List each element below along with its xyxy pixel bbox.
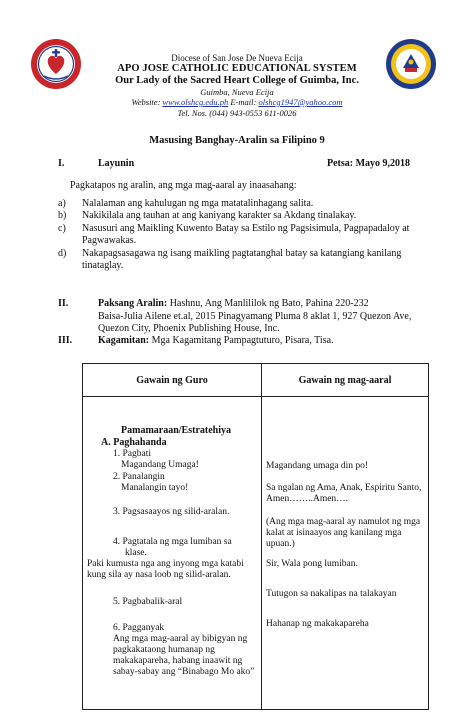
student-response: (Ang mga mag-aaral ay namulot ng mga [266, 517, 421, 527]
teacher-step-detail: makakapareha, habang inaawit ng [113, 656, 243, 666]
college-address: Guimba, Nueva Ecija [200, 87, 274, 97]
section-number-3: III. [58, 335, 73, 346]
student-response: upuan.) [266, 539, 295, 549]
email-link[interactable]: olshcg1947@yahoo.com [258, 97, 343, 107]
student-response: Amen……..Amen…. [266, 494, 349, 504]
procedure-section-title: Pamamaraan/Estratehiya [121, 425, 231, 436]
teacher-step: 5. Pagbabalik-aral [113, 597, 183, 607]
document-title: Masusing Banghay-Aralin sa Filipino 9 [149, 135, 325, 146]
subject-line [98, 298, 369, 310]
teacher-step-detail: klase. [125, 548, 147, 558]
college-name: Our Lady of the Sacred Heart College of Guimba, Inc. [115, 75, 359, 86]
email-label: E-mail: [230, 97, 257, 107]
objective-marker: b) [58, 210, 67, 221]
student-response: Sir, Wala pong lumiban. [266, 559, 358, 569]
teacher-column-header: Gawain ng Guro [83, 364, 262, 397]
student-response: kalat at isinaayos ang kanilang mga [266, 528, 402, 538]
objective-marker: a) [58, 198, 66, 209]
teacher-step-detail: Manalangin tayo! [121, 483, 189, 493]
teacher-step-detail: sabay-sabay ang “Binabago Mo ako” [113, 667, 255, 677]
objective-text: Nakapagsasagawa ng isang maikling pagtatanghal batay sa katangiang kanilang [82, 248, 402, 259]
section-number-2: II. [58, 298, 69, 309]
student-activities-cell [262, 397, 429, 710]
student-response: Hahanap ng makakapareha [266, 619, 369, 629]
section-number-1: I. [58, 158, 65, 169]
objectives-intro: Pagkatapos ng aralin, ang mga mag-aaral ay inaasahang: [70, 180, 297, 191]
student-response: Magandang umaga din po! [266, 461, 369, 471]
website-link[interactable]: www.olshcg.edu.ph [162, 97, 229, 107]
teacher-instruction: kung sila ay nasa loob ng silid-aralan. [87, 570, 231, 580]
section-heading-materials: Kagamitan: [98, 335, 150, 346]
objective-text-continued: Pagwawakas. [82, 235, 137, 246]
teacher-step: 4. Pagtatala ng mga lumiban sa [113, 537, 232, 547]
teacher-step: 2. Panalangin [113, 472, 165, 482]
teacher-step: 3. Pagsasaayos ng silid-aralan. [113, 507, 230, 517]
diocese-line: Diocese of San Jose De Nueva Ecija [171, 53, 303, 63]
student-column-header: Gawain ng mag-aaral [262, 364, 429, 397]
teacher-activities-cell [83, 397, 262, 710]
website-label: Website: [131, 97, 161, 107]
lesson-activities-table [82, 363, 429, 710]
teacher-instruction: Paki kumusta nga ang inyong mga katabi [87, 559, 244, 569]
objective-text: Nasusuri ang Maikling Kuwento Batay sa Estilo ng Pagsisimula, Pagpapadaloy at [82, 223, 410, 234]
teacher-step-detail: pagkakataong humanap ng [113, 645, 215, 655]
teacher-step: 6. Pagganyak [113, 623, 165, 633]
preparation-subtitle: A. Paghahanda [101, 437, 167, 448]
objective-text: Nakikilala ang tauhan at ang kaniyang karakter sa Akdang tinalakay. [82, 210, 357, 221]
lesson-date: Petsa: Mayo 9,2018 [327, 158, 411, 169]
subject-reference: Baisa-Julia Ailene et.al, 2015 Pinagyamang Pluma 8 aklat 1, 927 Quezon Ave, [98, 311, 412, 322]
student-response: Sa ngalan ng Ama, Anak, Espiritu Santo, [266, 483, 422, 493]
objective-marker: d) [58, 248, 67, 259]
student-response: Tutugon sa nakalipas na talakayan [266, 589, 397, 599]
subject-title: Hashnu, Ang Manlililok ng Bato, Pahina 220-232 [169, 298, 369, 309]
teacher-step-detail: Ang mga mag-aaral ay bibigyan ng [113, 634, 248, 644]
teacher-step-detail: Magandang Umaga! [121, 460, 199, 470]
materials-line [98, 335, 334, 347]
objective-marker: c) [58, 223, 66, 234]
organization-name: APO JOSE CATHOLIC EDUCATIONAL SYSTEM [117, 63, 357, 74]
materials-text: Mga Kagamitang Pampagtuturo, Pisara, Tisa. [151, 335, 334, 346]
section-heading-objectives: Layunin [98, 158, 135, 169]
subject-reference-continued: Quezon City, Phoenix Publishing House, Inc. [98, 323, 280, 334]
telephone-line: Tel. Nos. (044) 943-0553 611-0026 [177, 108, 297, 118]
section-heading-subject: Paksang Aralin: [98, 298, 168, 309]
objective-text: Nalalaman ang kahulugan ng mga matatalinhagang salita. [82, 198, 314, 209]
objective-text-continued: tinataglay. [82, 260, 124, 271]
contact-line [0, 98, 474, 107]
teacher-step: 1. Pagbati [113, 449, 151, 459]
